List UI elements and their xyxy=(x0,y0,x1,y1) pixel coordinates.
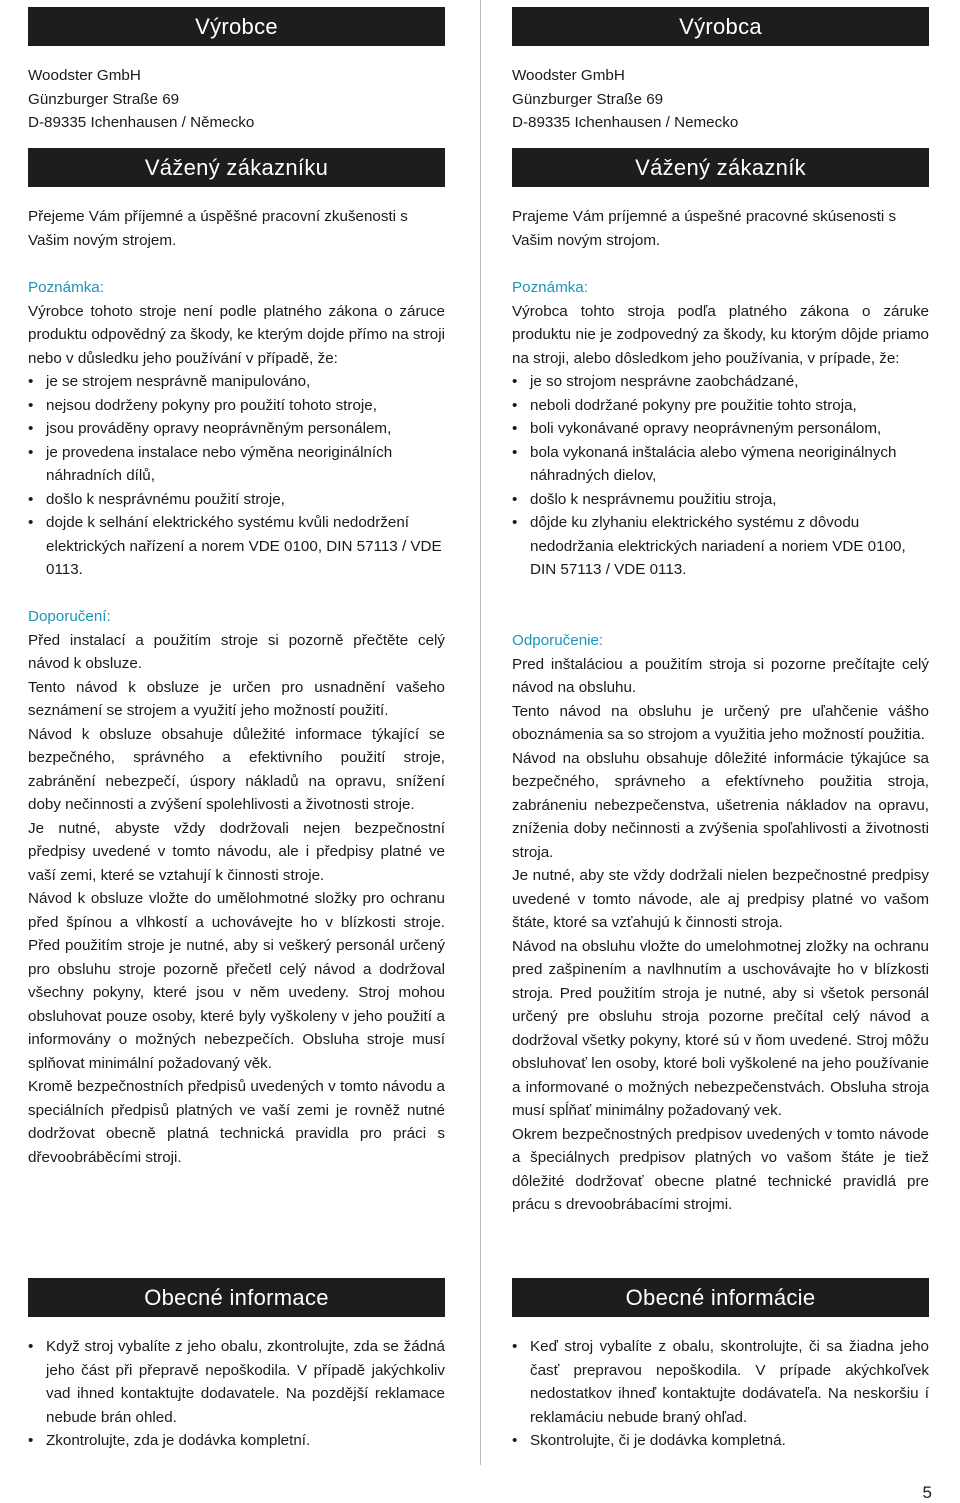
paragraph: Pred inštaláciou a použitím stroja si pozorne prečítajte celý návod na obsluhu. xyxy=(512,655,929,696)
address-line: Woodster GmbH xyxy=(512,67,625,84)
address-line: D-89335 Ichenhausen / Nemecko xyxy=(512,114,739,131)
list-item: • je provedena instalace nebo výměna neoriginálních náhradních dílů, xyxy=(28,441,445,488)
note-list xyxy=(512,370,929,582)
note-intro: Výrobca tohto stroja podľa platného zákona o záruke produktu nie je zodpovedný za škody, ku ktorým dôjde priamo na stroji, alebo dôsledkom jeho používania, v prípade, že: xyxy=(512,302,929,367)
paragraph: Návod k obsluze obsahuje důležité informace týkající se bezpečného, správného a efektivního použití stroje, zabránění nebezpečí, úspory nákladů na opravu, snížení doby nečinnosti a zvýšení spolehlivosti a životnosti stroje. xyxy=(28,725,445,813)
recommendation-section xyxy=(28,605,445,1169)
list-item: • neboli dodržané pokyny pre použitie tohto stroja, xyxy=(512,394,929,418)
list-item: • boli vykonávané opravy neoprávneným personálom, xyxy=(512,417,929,441)
note-label: Poznámka: xyxy=(512,279,588,296)
paragraph: Návod na obsluhu vložte do umelohmotnej zložky na ochranu pred zašpinením a navlhnutím a uschovávajte ho v blízkosti stroja. Pred použitím stroja je nutné, aby si všetok personál určený pre obsluhu stroja pozorne prečítal celý návod a dodržoval všetky pokyny, ktoré sú v ňom uvedené. Stroj môžu obsluhovať len osoby, ktoré boli vyškolené na jeho používanie a informované o možných nebezpečenstvách. Obsluha stroja musí spĺňať minimálny požadovaný vek. xyxy=(512,937,929,1119)
page-number: 5 xyxy=(922,1483,932,1502)
list-item: • jsou prováděny opravy neoprávněným personálem, xyxy=(28,417,445,441)
list-item: • došlo k nesprávnému použití stroje, xyxy=(28,488,445,512)
greeting-text: Prajeme Vám príjemné a úspešné pracovné skúsenosti s Vašim novým strojom. xyxy=(512,208,897,249)
list-item: • Zkontrolujte, zda je dodávka kompletní. xyxy=(28,1429,445,1453)
manufacturer-address xyxy=(28,64,445,135)
paragraph: Je nutné, abyste vždy dodržovali nejen bezpečnostní předpisy uvedené v tomto návodu, ale i předpisy platné ve vaší zemi, které se vztahují k činnosti stroje. xyxy=(28,819,445,884)
greeting xyxy=(28,205,445,252)
recommendation-section xyxy=(512,629,929,1217)
address-line: Günzburger Straße 69 xyxy=(28,90,180,108)
list-item: • Skontrolujte, či je dodávka kompletná. xyxy=(512,1429,929,1453)
address-line: Günzburger Straße 69 xyxy=(512,90,664,108)
paragraph: Před instalací a použitím stroje si pozorně přečtěte celý návod k obsluze. xyxy=(28,631,445,672)
manufacturer-address xyxy=(512,64,929,135)
recommendation-label: Odporučenie: xyxy=(512,632,604,649)
address-line: Woodster GmbH xyxy=(28,67,141,84)
general-info-section xyxy=(512,1335,929,1453)
note-section xyxy=(28,276,445,582)
list-item: • Když stroj vybalíte z jeho obalu, zkontrolujte, zda se žádná jeho část při přepravě nepoškodila. V případě jakýchkoliv vad ihned kontaktujte dodavatele. Na pozdější reklamace nebude brán ohled. xyxy=(28,1335,445,1429)
customer-header: Vážený zákazníku xyxy=(28,148,445,187)
paragraph: Návod na obsluhu obsahuje dôležité informácie týkajúce sa bezpečného, správneho a efektívneho použitia stroja, zabráneniu nebezpečenstva, ušetrenia nákladov na opravu, zníženia doby nečinnosti a zvýšenia spoľahlivosti a životnosti stroja. xyxy=(512,749,929,861)
manufacturer-header: Výrobce xyxy=(28,7,445,46)
general-info-header: Obecné informácie xyxy=(512,1278,929,1317)
note-section xyxy=(512,276,929,582)
column-divider xyxy=(480,0,481,1465)
greeting-text: Přejeme Vám příjemné a úspěšné pracovní zkušenosti s Vašim novým strojem. xyxy=(28,208,408,249)
note-list xyxy=(28,370,445,582)
list-item: • Keď stroj vybalíte z obalu, skontrolujte, či sa žiadna jeho časť prepravou nepoškodila. V prípade akýchkoľvek nedostatkov ihneď kontaktujte dodávateľa. Na neskoršiu í reklamáciu nebude braný ohľad. xyxy=(512,1335,929,1429)
greeting xyxy=(512,205,929,252)
paragraph: Okrem bezpečnostných predpisov uvedených v tomto návode a špeciálnych predpisov platných vo vašom štáte je tiež dôležité dodržovať obecne platné technické pravidlá pre prácu s drevoobrábacími strojmi. xyxy=(512,1125,929,1213)
paragraph: Návod k obsluze vložte do umělohmotné složky pro ochranu před špínou a vlhkostí a uchovávejte ho v blízkosti stroje. Před použitím stroje je nutné, aby si veškerý personál určený pro obsluhu stroje pozorně přečetl celý návod a dodržoval všechny pokyny, které jsou v něm uvedeny. Stroj mohou obsluhovat pouze osoby, které byly vyškoleny v jeho použití a informovány o možných nebezpečích. Obsluha stroje musí splňovat minimální požadovaný věk. xyxy=(28,890,445,1072)
general-info-list xyxy=(28,1335,445,1453)
list-item: • je se strojem nesprávně manipulováno, xyxy=(28,370,445,394)
recommendation-label: Doporučení: xyxy=(28,608,111,625)
general-info-section xyxy=(28,1335,445,1453)
note-intro: Výrobce tohoto stroje není podle platného zákona o záruce produktu odpovědný za škody, ke kterým dojde přímo na stroji nebo v důsledku jeho používání v případě, že: xyxy=(28,302,445,367)
paragraph: Tento návod na obsluhu je určený pre uľahčenie vášho oboznámenia sa so strojom a využitia jeho možností použitia. xyxy=(512,702,929,743)
list-item: • bola vykonaná inštalácia alebo výmena neoriginálnych náhradných dielov, xyxy=(512,441,929,488)
list-item: • dojde k selhání elektrického systému kvůli nedodržení elektrických nařízení a norem VDE 0100, DIN 57113 / VDE 0113. xyxy=(28,511,445,582)
manufacturer-header: Výrobca xyxy=(512,7,929,46)
paragraph: Kromě bezpečnostních předpisů uvedených v tomto návodu a speciálních předpisů platných ve vaší zemi je rovněž nutné dodržovat obecně platná technická pravidla pro práci s dřevoobráběcími stroji. xyxy=(28,1078,445,1166)
customer-header: Vážený zákazník xyxy=(512,148,929,187)
paragraph: Je nutné, aby ste vždy dodržali nielen bezpečnostné predpisy uvedené v tomto návode, ale aj predpisy platné vo vašom štáte, ktoré sa vzťahujú k činnosti stroja. xyxy=(512,867,929,931)
list-item: • nejsou dodrženy pokyny pro použití tohoto stroje, xyxy=(28,394,445,418)
paragraph: Tento návod k obsluze je určen pro usnadnění vašeho seznámení se strojem a využití jeho možností použití. xyxy=(28,678,445,719)
list-item: • dôjde ku zlyhaniu elektrického systému z dôvodu nedodržania elektrických nariadení a noriem VDE 0100, DIN 57113 / VDE 0113. xyxy=(512,511,929,582)
list-item: • je so strojom nesprávne zaobchádzané, xyxy=(512,370,929,394)
note-label: Poznámka: xyxy=(28,279,104,296)
general-info-header: Obecné informace xyxy=(28,1278,445,1317)
list-item: • došlo k nesprávnemu použitiu stroja, xyxy=(512,488,929,512)
general-info-list xyxy=(512,1335,929,1453)
address-line: D-89335 Ichenhausen / Německo xyxy=(28,114,255,131)
